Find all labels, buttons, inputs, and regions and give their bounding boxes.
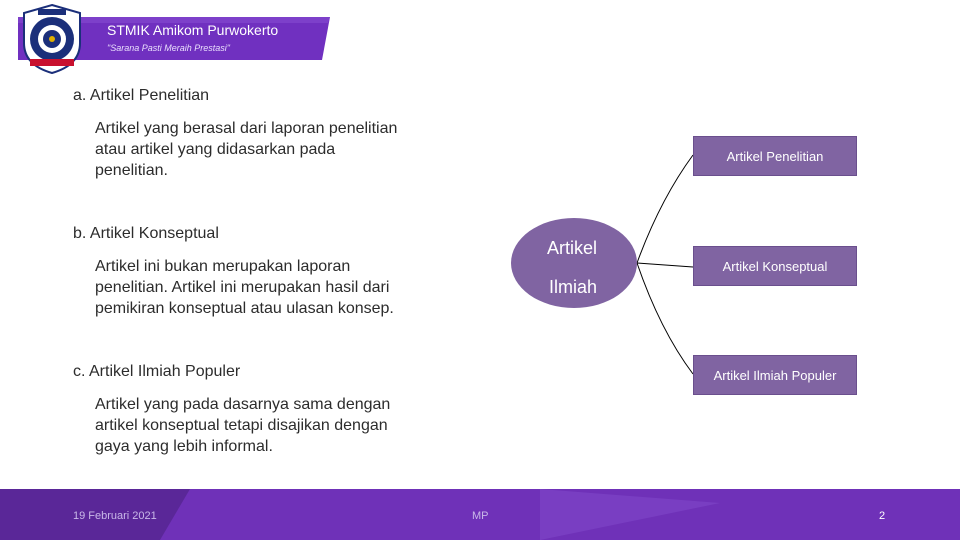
header-title: STMIK Amikom Purwokerto [107, 22, 279, 38]
branch-box-artikel-konseptual: Artikel Konseptual [693, 246, 857, 286]
center-node-label-line1: Artikel [547, 238, 598, 258]
paragraph-line: Artikel yang berasal dari laporan penelitian [95, 120, 398, 137]
branch-box-artikel-ilmiah-populer: Artikel Ilmiah Populer [693, 355, 857, 395]
footer-page-number: 2 [879, 510, 886, 522]
paragraph-line: gaya yang lebih informal. [95, 438, 273, 455]
paragraph-line: penelitian. Artikel ini merupakan hasil dari [95, 279, 390, 296]
paragraph-line: Artikel yang pada dasarnya sama dengan [95, 396, 391, 413]
paragraph-line: artikel konseptual tetapi disajikan dengan [95, 417, 388, 434]
paragraph-line: pemikiran konseptual atau ulasan konsep. [95, 300, 394, 317]
paragraph-line: penelitian. [95, 162, 168, 179]
heading-artikel-ilmiah-populer: c. Artikel Ilmiah Populer [73, 363, 241, 380]
footer-author: MP [472, 510, 489, 522]
footer-date: 19 Februari 2021 [73, 510, 157, 522]
paragraph-line: atau artikel yang didasarkan pada [95, 141, 336, 158]
center-node-label-line2: Ilmiah [549, 277, 598, 297]
footer-bar [0, 489, 960, 540]
branch-box-artikel-penelitian: Artikel Penelitian [693, 136, 857, 176]
heading-artikel-konseptual: b. Artikel Konseptual [73, 225, 219, 242]
paragraph-line: Artikel ini bukan merupakan laporan [95, 258, 351, 275]
header-tagline: "Sarana Pasti Meraih Prestasi" [107, 43, 230, 53]
heading-artikel-penelitian: a. Artikel Penelitian [73, 87, 210, 104]
